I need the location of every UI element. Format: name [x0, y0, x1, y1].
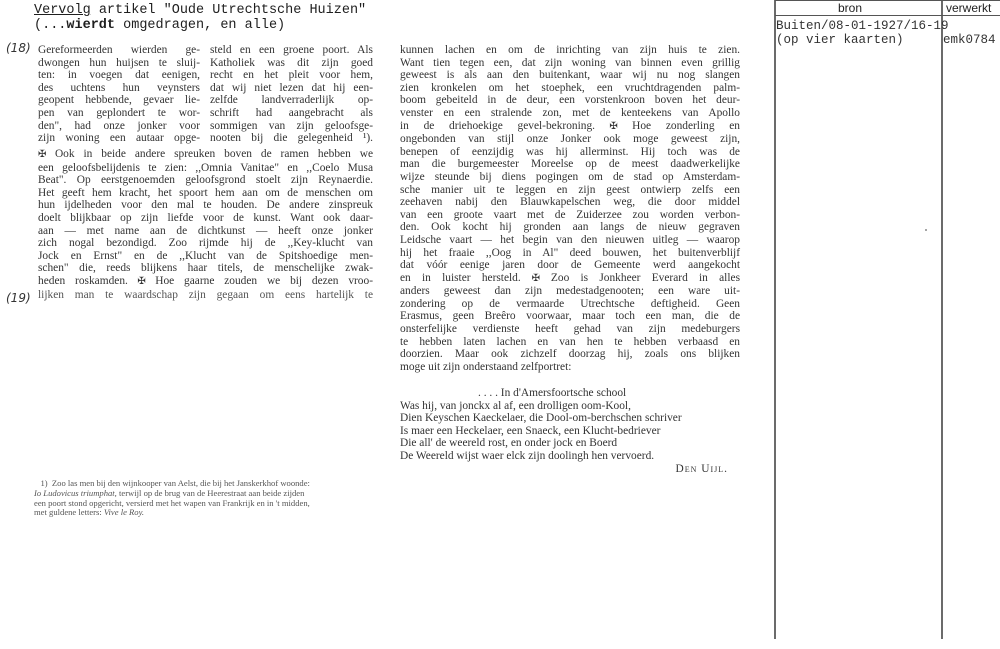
text-line-content: te hebben laten lachen en van hen te hebben verbaasd en [400, 335, 740, 348]
text-line [38, 262, 373, 275]
poem-signature: Den Uijl. [675, 462, 728, 475]
text-line-content: van een groote vaart met de Zuiderzee zou worden verbon- [400, 208, 740, 221]
text-line [210, 132, 373, 145]
text-line-content: dat vóór eenige jaren door de Gemeente werd aangekocht [400, 259, 740, 272]
text-line [400, 133, 740, 146]
text-line-content: Zoo is Jonkheer Everard in alles [550, 271, 740, 284]
text-line [400, 209, 740, 222]
poem [400, 387, 740, 475]
text-line-content: des uchtens hun veynsters [38, 81, 200, 94]
text-line [38, 225, 373, 238]
text-line-content: Katholiek was dit zijn goed [210, 56, 373, 69]
text-line-content: zien kronkelen om het stoephek, een vruchtdragenden palm- [400, 81, 740, 94]
text-line-content: den. Ook kocht hij gronden aan langs de nieuw gegraven [400, 221, 740, 234]
heading-line-2 [34, 18, 366, 33]
text-line [210, 94, 373, 107]
text-line [400, 158, 740, 171]
table-border-left [774, 0, 776, 639]
text-line-content: schen" die, reeds blijkens haar titels, de menschelijke zwak- [38, 262, 373, 275]
heading-underlined-word: Vervolg [34, 3, 91, 18]
text-line-content: aan — met name aan de dichtkunst — heeft onze jonker [38, 224, 373, 237]
text-line-content: geweest is als aan den buitenkant, waar wij nu nog slangen [400, 69, 740, 82]
text-line [210, 82, 373, 95]
text-line-content: geopent hebbende, gevaer lie- [38, 94, 200, 107]
margin-note-top: (18) [6, 41, 31, 55]
text-line-content: zelfde landverraderlijk op- [210, 94, 373, 107]
text-line [400, 336, 740, 349]
text-line-content: Erasmus, geen Breêro voorwaar, maar toch een man, die de [400, 310, 740, 323]
table-cell-bron-line-1: Buiten/08-01-1927/16-19 [776, 19, 949, 33]
text-line [400, 285, 740, 298]
paragraph-mark-icon: ✠ [595, 120, 633, 132]
footnote-text: terwijl op de brug van de Heerestraat aan beide zijden [116, 487, 305, 498]
text-line-content: Het geeft hem kracht, het spoort hem aan om de menschen om [38, 186, 373, 199]
text-line-content: Ook in beide andere spreuken boven de ramen hebben we [54, 148, 373, 160]
text-line-content: Hoe gaarne zouden we bij dezen vroo- [155, 274, 373, 287]
text-line [400, 221, 740, 234]
text-line [38, 120, 200, 133]
text-line [400, 234, 740, 247]
text-line [38, 82, 200, 95]
text-line-content: schrift had aangebracht als [210, 106, 373, 119]
text-line [400, 259, 740, 272]
text-line [400, 146, 740, 159]
text-line [400, 247, 740, 260]
heading-line-2-text: omgedragen, en alle) [115, 18, 286, 33]
text-line [38, 289, 373, 302]
text-line-content: hun ijdelheden voor den mal te houden. De andere zinspreuk [38, 199, 373, 212]
table-cell-verwerkt: emk0784 [943, 33, 996, 47]
text-line-content: zich nogal bezondigd. Zoo rijmde hij de ,,Key-klucht van [38, 237, 373, 250]
text-line [38, 44, 200, 57]
table-cell-bron-line-2: (op vier kaarten) [776, 33, 904, 47]
table-border-divider [941, 0, 943, 639]
text-line-content: Leidsche vaart — het begin van den nieuwen uitleg — waarop [400, 233, 740, 246]
text-line-content: anders geweest dan zijn medestadgenooten; een ware uit- [400, 285, 740, 298]
paragraph-mark-icon: ✠ [38, 149, 55, 160]
text-line [400, 69, 740, 82]
text-line-content: zeehaven nabij den Blauwkapelschen weg, die door middel [400, 196, 740, 209]
text-line-content: sche manier uit te leggen en zijn geest ontwierp zelfs een [400, 183, 740, 196]
text-line-content: Gereformeerden wierden ge- [38, 44, 200, 56]
text-line [400, 44, 740, 57]
text-line [38, 132, 200, 145]
table-header-verwerkt: verwerkt [946, 1, 992, 15]
text-line-content: onsterfelijke verdienste heeft gehad van zijn medeburgers [400, 323, 740, 336]
text-line-content: benepen of eenzijdig was hij allerminst. Hij toch was de [400, 145, 740, 158]
text-line-content: doorzien. Maar ook zichzelf doorzag hij, zoals ons blijken [400, 348, 740, 361]
footnote-text: met guldene letters: [34, 507, 104, 518]
footnote-italic: Vive le Roy. [103, 507, 145, 518]
text-column-right [400, 44, 740, 373]
text-line [400, 361, 740, 374]
text-line-content: lijken man te waardschap zijn gegaan om eens hartelijk te [38, 288, 373, 301]
footnote-line: een poort stond opgericht, versierd met het wapen van Frankrijk en in 't midden, [34, 497, 310, 508]
text-line [400, 298, 740, 311]
text-line-content: Want tien tegen een, dat zijn woning van binnen even grillig [400, 56, 740, 69]
text-line [38, 275, 373, 289]
text-line [38, 69, 200, 82]
heading-line-1-text: artikel "Oude Utrechtsche Huizen" [90, 3, 367, 18]
text-line-content: Jock en Ernst" en de ,,Klucht van de Spitshoedige men- [38, 249, 373, 262]
text-line-content: ten: in voegen dat eenigen, [38, 69, 200, 82]
text-line-content: zondering op de vermaarde Utrechtsche deftigheid. Geen [400, 297, 740, 310]
table-header-divider [775, 15, 1000, 16]
text-line [400, 272, 740, 286]
text-line [38, 57, 200, 70]
text-line-content: hij het fraaie ,,Oog in Al" deed bouwen, het buitenverblijf [400, 246, 740, 259]
text-line-content: kunnen lachen en om de inrichting van zijn huis te zien. [400, 44, 740, 56]
text-line [400, 310, 740, 323]
text-line [210, 44, 373, 57]
text-line-content: een geloofsbelijdenis te zien: ,,Omnia Vanitae" en ,,Coelo Musa [38, 161, 373, 174]
footnote-number: 1) [40, 478, 48, 488]
text-column-left-a [38, 44, 200, 145]
text-line-content: heden roskamden. [38, 274, 128, 287]
paragraph-mark-icon: ✠ [127, 275, 156, 287]
text-line [400, 196, 740, 209]
text-line-content: moge uit zijn onderstaand zelfportret: [400, 360, 572, 373]
text-line [400, 82, 740, 95]
text-line-content: man die burgemeester Moreelse op de meest daadwerkelijke [400, 158, 740, 171]
text-line [38, 212, 373, 225]
text-line [38, 250, 373, 263]
text-line [210, 107, 373, 120]
footnote-italic: Io Ludovicus triumphat, [34, 487, 117, 498]
text-line [38, 187, 373, 200]
text-line [400, 323, 740, 336]
text-line-content: steld en een groene poort. Als [210, 44, 373, 56]
text-line-content: ongebonden van stijl onze Jonker ook moge geweest zijn, [400, 133, 740, 146]
text-line [38, 94, 200, 107]
text-line [400, 120, 740, 134]
text-line-content: recht en het pleit voor hem, [210, 69, 373, 82]
poem-line: Dien Keyschen Kaeckelaer, die Dool-om-berchschen schriver [400, 412, 682, 425]
text-line [400, 94, 740, 107]
text-line-content: pen van geplondert te wor- [38, 106, 200, 119]
text-line-content: en in luister hersteld. [400, 271, 521, 284]
text-column-left-b [210, 44, 373, 145]
text-line [38, 174, 373, 187]
heading-line-2-prefix: (... [34, 18, 67, 33]
text-line-content: in de driehoekige gevel-bekroning. [400, 119, 596, 132]
margin-note-bottom: (19) [6, 291, 31, 305]
heading-line-1 [34, 3, 366, 18]
text-line-content: doelt blijkbaar op zijn liefde voor de kunst. Want ook daar- [38, 211, 373, 224]
text-line [38, 237, 373, 250]
text-line [38, 148, 373, 162]
text-line [38, 107, 200, 120]
text-line [210, 120, 373, 133]
text-line-content: dwongen hun huijsen te sluij- [38, 56, 200, 69]
poem-line: Was hij, van jonckx al af, een drolligen oom-Kool, [400, 399, 631, 412]
text-line-content: Beat". Op eerstgenoemden geloofsgrond stoelt zijn Reynaerdie. [38, 174, 373, 187]
text-line-content: den", had onze jonker voor [38, 119, 200, 132]
text-line-content: zijn woning een autaar opge- [38, 132, 200, 145]
heading-bold-word: wierdt [66, 18, 116, 33]
text-line [400, 57, 740, 70]
article-heading [34, 3, 366, 33]
poem-line: Die all' de weereld rost, en onder jock en Boerd [400, 437, 618, 450]
text-line [38, 199, 373, 212]
poem-line: . . . . In d'Amersfoortsche school [478, 387, 627, 399]
text-line-content: wijze steunde bij diens pogingen om de stad op Amsterdam- [400, 170, 740, 183]
text-line [210, 69, 373, 82]
text-line [400, 171, 740, 184]
footnote-line [34, 508, 374, 518]
text-line-content: venster en een stralende zon, met de kenteekens van Apollo [400, 106, 740, 119]
text-column-left-full [38, 148, 373, 301]
footnote [34, 479, 374, 518]
poem-line: Is maer een Heckelaer, een Snaeck, een Klucht-bedriever [400, 424, 661, 437]
text-line-content: Hoe zonderling en [632, 119, 740, 132]
text-line-content: boom gebeiteld in de deur, een vorstenkroon boven het deur- [400, 94, 740, 107]
table-header-bron: bron [838, 1, 863, 15]
text-line [38, 162, 373, 175]
footnote-text: Zoo las men bij den wijnkooper van Aelst, die bij het Janskerkhof woonde: [51, 478, 310, 488]
text-line [400, 107, 740, 120]
text-line-content: nooten bij die gelegenheid ¹). [210, 132, 373, 145]
paragraph-mark-icon: ✠ [520, 272, 551, 284]
scan-speck [925, 229, 927, 231]
text-line-content: sommigen van zijn geloofsge- [210, 119, 373, 132]
text-line [400, 184, 740, 197]
text-line [210, 57, 373, 70]
text-line [400, 348, 740, 361]
text-line-content: dat wij niet lezen dat hij een- [210, 81, 373, 94]
poem-line: De Weereld wijst waer elck zijn doolingh hen vervoerd. [400, 449, 655, 462]
